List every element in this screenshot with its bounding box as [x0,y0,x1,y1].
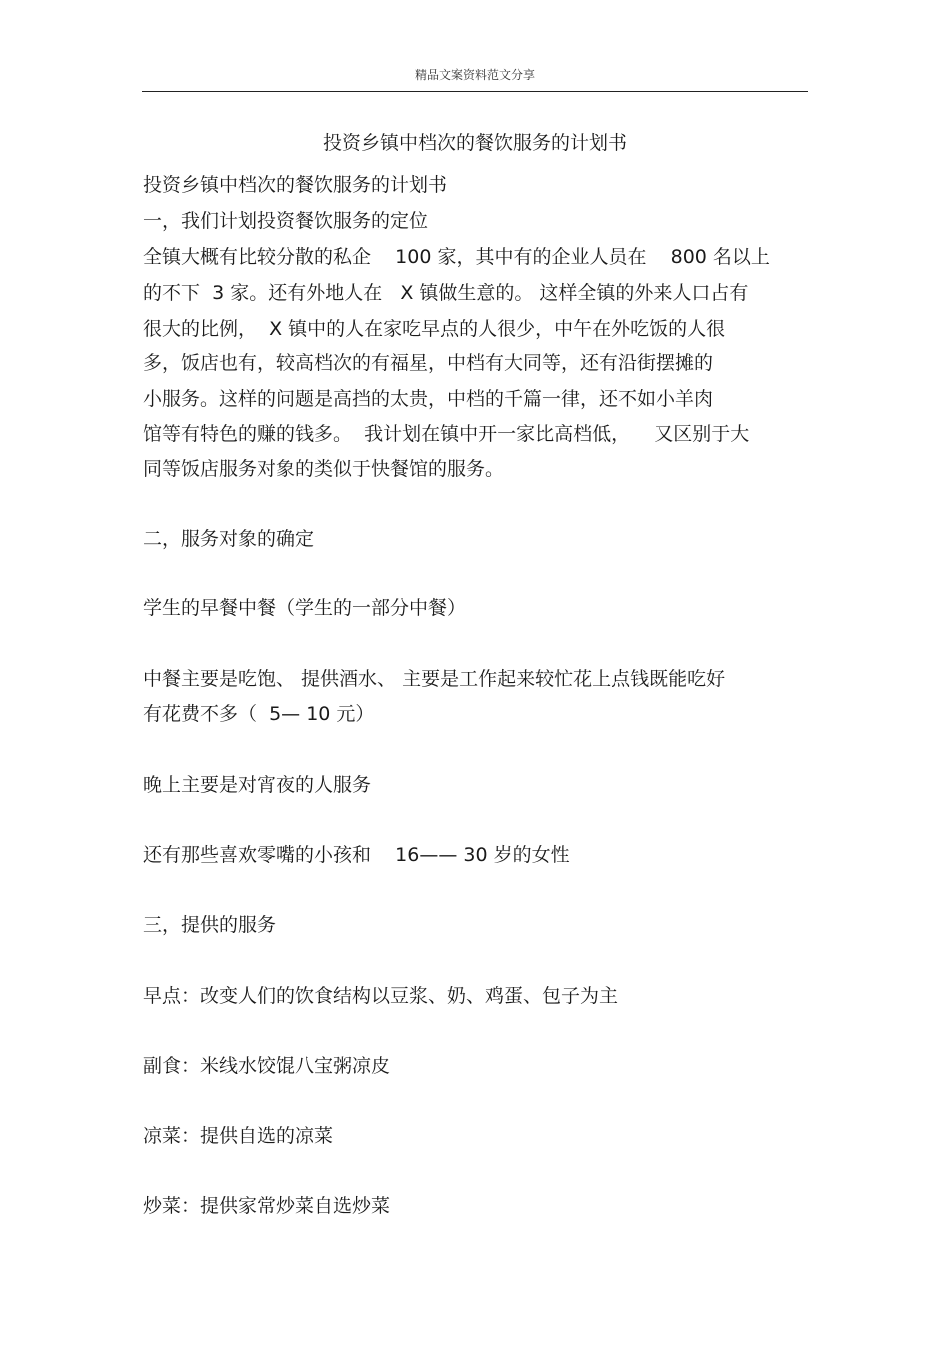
body-line: 早点：改变人们的饮食结构以豆浆、奶、鸡蛋、包子为主 [143,985,619,1007]
body-line: 晚上主要是对宵夜的人服务 [143,774,372,796]
section-heading: 二，服务对象的确定 [143,528,315,550]
body-line: 副食：米线水饺馄八宝粥凉皮 [143,1055,391,1077]
body-line: 学生的早餐中餐（学生的一部分中餐） [143,597,467,619]
body-line: 小服务。这样的问题是高挡的太贵，中档的千篇一律，还不如小羊肉 [143,388,714,410]
document-title: 投资乡镇中档次的餐饮服务的计划书 [322,132,627,154]
body-line: 有花费不多（ 5— 10 元） [143,703,375,725]
body-line: 多，饭店也有，较高档次的有福星，中档有大同等，还有沿街摆摊的 [143,352,714,374]
page-header: 精品文案资料范文分享 [414,68,535,82]
body-line: 投资乡镇中档次的餐饮服务的计划书 [143,174,448,196]
body-line: 同等饭店服务对象的类似于快餐馆的服务。 [143,458,505,480]
body-line: 的不下 3 家。还有外地人在 X 镇做生意的。 这样全镇的外来人口占有 [143,282,749,304]
body-line: 很大的比例， X 镇中的人在家吃早点的人很少，中午在外吃饭的人很 [143,318,726,340]
body-line: 炒菜：提供家常炒菜自选炒菜 [143,1195,391,1217]
body-line: 凉菜：提供自选的凉菜 [143,1125,334,1147]
body-line: 全镇大概有比较分散的私企 100 家，其中有的企业人员在 800 名以上 [143,246,770,268]
section-heading: 三，提供的服务 [143,914,277,936]
header-divider [142,91,808,92]
body-line: 馆等有特色的赚的钱多。 我计划在镇中开一家比高档低， 又区别于大 [143,423,750,445]
body-line: 还有那些喜欢零嘴的小孩和 16—— 30 岁的女性 [143,844,570,866]
body-line: 一，我们计划投资餐饮服务的定位 [143,210,429,232]
body-line: 中餐主要是吃饱、 提供酒水、 主要是工作起来较忙花上点钱既能吃好 [143,668,726,690]
